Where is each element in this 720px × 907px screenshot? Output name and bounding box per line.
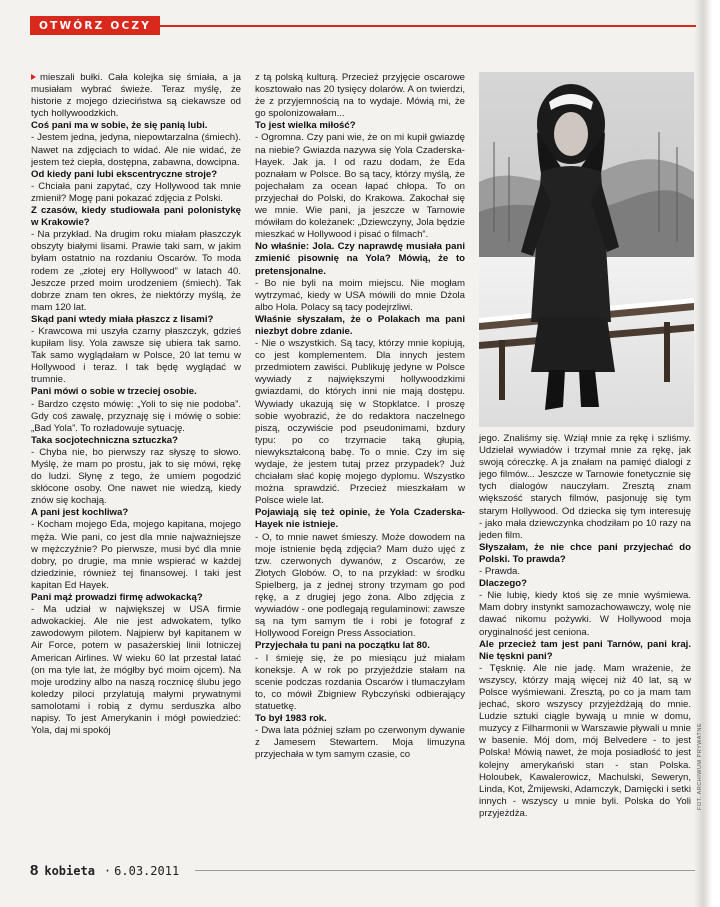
interview-question — [255, 713, 465, 725]
interview-question — [31, 386, 241, 398]
interview-question — [479, 578, 691, 590]
interview-question — [479, 639, 691, 663]
paragraph-text: - Chyba nie, bo pierwszy raz słyszę to słowo. Myślę, że mam po prostu, jak to się mówi, rękę do ludzi. Słynę z tego, że umiem pogodzić skłócone osoby. One nawet nie wiedzą, kiedy znów się kochają. — [31, 446, 241, 507]
interview-answer — [479, 663, 691, 820]
interview-question — [255, 314, 465, 338]
interview-answer — [31, 604, 241, 737]
interview-answer — [255, 132, 465, 241]
paragraph-text: - O, to mnie nawet śmieszy. Może dowodem na moje istnienie będą zdjęcia? Mam dużo ujęć z tzw. czerwonych dywanów, z Oscarów, ze Złotych Globów. O, to na przykład: w środku Spielberg, ja z jednej strony trzymam go pod rękę, a z drugiej jego żona. Albo zdjęcia z wywiadów - one podlegają regulaminowi: zawsze są na tym samym tle i robi je fotograf z Hollywood Foreign Press Association. — [255, 531, 465, 640]
paragraph-text: - I śmieję się, że po miesiącu już miałam koneksje. A w rok po przyjeździe stałam na scenie podczas rozdania Oscarów i tłumaczyłam to, co mówił Zbigniew Rybczyński odbierający statuetkę. — [255, 652, 465, 712]
paragraph-text: - Tęsknię. Ale nie jadę. Mam wrażenie, że wszyscy, którzy mają więcej niż 40 lat, są w Polsce wyśmiewani. Zresztą, po co ja mam tam jechać, skoro wszyscy przyjeżdżają do mnie. Ludzie sztuki ciągle bywają u mnie w domu, muzycy z Filharmonii w Warszawie pływali u mnie w basenie. Mój dom, mój Belvedere - to jest Polska! Mówią nawet, że moja posiadłość to jest kolejny amerykański stan - stan Polska. Holoubek, Kawalerowicz, Machulski, Seweryn, Linda, Kot, Żmijewski, Adamczyk, Damięcki i setki innych - wszyscy u mnie byli. Polska do Yoli przyjeżdża. — [479, 662, 691, 819]
interview-answer — [31, 72, 241, 120]
paragraph-text: Ale przecież tam jest pani Tarnów, pani kraj. Nie tęskni pani? — [479, 638, 691, 662]
paragraph-text: Przyjechała tu pani na początku lat 80. — [255, 640, 430, 652]
interview-answer — [255, 725, 465, 761]
article-photo — [479, 72, 694, 427]
interview-question — [31, 169, 241, 181]
footer-rule — [195, 870, 695, 871]
paragraph-text: Taka socjotechniczna sztuczka? — [31, 434, 178, 446]
paragraph-text: A pani jest kochliwa? — [31, 507, 129, 519]
interview-question — [31, 314, 241, 326]
paragraph-text: - Bardzo często mówię: „Yoli to się nie podoba”. Gdy coś zawalę, przyznaję się i mówię o sobie: „Bad Yola”. To rozładowuje sytuację. — [31, 398, 241, 434]
interview-answer — [31, 519, 241, 592]
interview-answer — [255, 338, 465, 507]
interview-answer — [31, 399, 241, 435]
paragraph-text: - Dwa lata później szłam po czerwonym dywanie z Jamesem Stewartem. Moja limuzyna przyjechała w tym samym czasie, co — [255, 725, 465, 761]
paragraph-text: To jest wielka miłość? — [255, 120, 356, 132]
paragraph-text: - Nie lubię, kiedy ktoś się ze mnie wyśmiewa. Mam dobry instynkt samozachowawczy, wolę nie dawać nikomu pożywki. W Hollywood moja oryginalność jest ceniona. — [479, 590, 691, 638]
photo-woman-in-snow — [479, 72, 694, 427]
page-footer — [30, 862, 179, 879]
issue-date: · 6.03.2011 — [101, 864, 179, 878]
interview-question — [31, 120, 241, 132]
paragraph-text: - Prawda. — [479, 566, 521, 578]
paragraph-text: Pani mówi o sobie w trzeciej osobie. — [31, 386, 197, 398]
interview-answer — [255, 278, 465, 314]
magazine-name: kobieta — [44, 864, 95, 878]
paragraph-text: Pojawiają się też opinie, że Yola Czaderska-Hayek nie istnieje. — [255, 507, 465, 531]
paragraph-text: Z czasów, kiedy studiowała pani polonistykę w Krakowie? — [31, 205, 241, 229]
interview-question — [255, 120, 465, 132]
page-number: 8 — [30, 862, 39, 879]
interview-answer — [255, 532, 465, 641]
paragraph-text: To był 1983 rok. — [255, 712, 327, 724]
interview-answer — [479, 433, 691, 542]
paragraph-text: - Nie o wszystkich. Są tacy, którzy mnie kopiują, co jest komplementem. Dla innych jestem przedmiotem zawiści. Publikuję jedyne w Polsce wywiady z największymi hollywoodzkimi gwiazdami, do których inni nie mają dostępu. Wywiady ukazują się w Stopklatce. I proszę sobie wyobrazić, że do redaktora naczelnego piszą, oczywiście pod pseudonimami, bzdury typu: po co trzymacie taką głupią, niewykształconą babę. To o mnie. Czy im się wydaje, że jestem tutaj przez przypadek? Już chciałam słać kopię mojego dyplomu. Wszystko można sprawdzić. Przecież mieszkałam w Polsce wiele lat. — [255, 338, 465, 507]
paragraph-text: - Chciała pani zapytać, czy Hollywood tak mnie zmienił? Mogę pani pokazać zdjęcia z Polski. — [31, 180, 241, 204]
article-column-1 — [31, 72, 241, 737]
section-rubric: OTWÓRZ OCZY — [30, 16, 160, 35]
paragraph-text: Dlaczego? — [479, 578, 527, 590]
paragraph-text: - Ma udział w największej w USA firmie adwokackiej. Ale nie jest adwokatem, tylko zawodowym pilotem. Najpierw był kapitanem w Air Force, potem w pasażerskiej linii lotniczej American Airlines. W wieku 60 lat przestał latać (on ma tyle lat, że mógłby być moim ojcem). Na moje urodziny albo na naszą rocznicę ślubu jego koledzy piloci przylatują małymi prywatnymi samolotami i robią z dymu serduszka albo napisy. To jest Amerykanin i mógł powiedzieć: Yola, daj mi spokój — [31, 604, 241, 737]
interview-question — [479, 542, 691, 566]
interview-answer — [255, 72, 465, 120]
interview-answer — [31, 447, 241, 507]
interview-answer — [479, 566, 691, 578]
interview-question — [255, 241, 465, 277]
paragraph-text: Słyszałam, że nie chce pani przyjechać do Polski. To prawda? — [479, 541, 691, 565]
header-rule — [160, 25, 696, 27]
paragraph-text: Pani mąż prowadzi firmę adwokacką? — [31, 592, 203, 604]
paragraph-text: Od kiedy pani lubi ekscentryczne stroje? — [31, 168, 218, 180]
interview-question — [255, 640, 465, 652]
interview-answer — [255, 653, 465, 713]
paragraph-text: - Jestem jedna, jedyna, niepowtarzalna (śmiech). Nawet na zdjęciach to widać. Ale nie widać, że jestem też ciepła, dostępna, zabawna, dowcipna. — [31, 132, 241, 168]
paragraph-text: - Ogromna. Czy pani wie, że on mi kupił gwiazdę na niebie? Gwiazda nazywa się Yola Czaderska-Hayek. Jak ja. I od razu dodam, że Eda poznałam w Polsce. Bo są tacy, którzy myślą, że pojechałam za ocean łapać chłopa. To on przyjechał do Polski, do Krakowa. Zakochał się we mnie. Wie pani, ja jeszcze w Tarnowie mówiłam do koleżanek: „Dziewczyny, Jola będzie mieszkać w Hollywood i pisać o filmach”. — [255, 132, 465, 241]
photo-credit: FOT. ARCHIWUM PRYWATNE — [697, 723, 703, 810]
interview-question — [31, 205, 241, 229]
interview-answer — [31, 132, 241, 168]
article-column-2 — [255, 72, 465, 761]
interview-question — [31, 592, 241, 604]
paragraph-text: - Bo nie byli na moim miejscu. Nie mogłam wytrzymać, kiedy w USA mówili do mnie Dżola albo Hola. Polacy są tacy podejrzliwi. — [255, 277, 465, 313]
paragraph-text: No właśnie: Jola. Czy naprawdę musiała pani zmienić pisownię na Yola? Mówią, że to pretensjonalne. — [255, 241, 465, 277]
paragraph-text: - Krawcowa mi uszyła czarny płaszczyk, gdzieś kupiłam lisy. Yola zawsze się ubiera tak samo. Tak samo wyglądałam w Polsce, 20 lat temu w Hollywood i teraz. I tak będę wyglądać w trumnie. — [31, 325, 241, 386]
paragraph-text: Skąd pani wtedy miała płaszcz z lisami? — [31, 313, 214, 325]
interview-answer — [31, 181, 241, 205]
interview-answer — [31, 229, 241, 314]
paragraph-text: mieszali bułki. Cała kolejka się śmiała, a ja musiałam wybrać świeże. Teraz myślę, że historie z mojego dzieciństwa są ciekawsze od tych hollywoodzkich. — [31, 72, 241, 120]
interview-answer — [31, 326, 241, 386]
paragraph-text: Coś pani ma w sobie, że się panią lubi. — [31, 120, 208, 132]
interview-question — [31, 435, 241, 447]
paragraph-text: jego. Znaliśmy się. Wziął mnie za rękę i szliśmy. Udzielał wywiadów i trzymał mnie za rękę, jak swoją córeczkę. A ja znałam na pamięć dialogi z jego filmów... Jeszcze w Tarnowie fonetycznie się tych dialogów nauczyłam. Zresztą znam większość starych filmów, pasjonuję się tym starym Hollywood. Od dziecka się tym interesuję - jako mała dziewczynka chodziłam po 10 razy na jeden film. — [479, 433, 691, 541]
interview-question — [31, 507, 241, 519]
interview-answer — [479, 590, 691, 638]
paragraph-text: Właśnie słyszałam, że o Polakach ma pani niezbyt dobre zdanie. — [255, 313, 465, 337]
paragraph-text: z tą polską kulturą. Przecież przyjęcie oscarowe kosztowało nas 20 tysięcy dolarów. A on twierdzi, że z przyjemnością na to wydaje. Mówią mi, że go spolonizowałam... — [255, 72, 465, 120]
interview-question — [255, 507, 465, 531]
paragraph-text: - Na przykład. Na drugim roku miałam płaszczyk obszyty białymi lisami. Prawie taki sam, w jakim byłam ostatnio na rozdaniu Oscarów. To moda rodem ze „złotej ery Hollywood” w latach 40. Jeszcze przed moim urodzeniem (śmiech). Tak dobrze znam ten okres, że niektórzy myślą, że mam 120 lat. — [31, 229, 241, 313]
continuation-marker-icon — [31, 74, 36, 80]
paragraph-text: - Kocham mojego Eda, mojego kapitana, mojego męża. Wie pani, co jest dla mnie najważniejsze w mężczyźnie? Po pierwsze, musi być dla mnie dobry, po drugie, ma mnie wspierać w każdej dziedzinie, również tej finansowej. I taki jest kapitan Ed Hayek. — [31, 519, 241, 591]
article-column-3 — [479, 433, 691, 820]
